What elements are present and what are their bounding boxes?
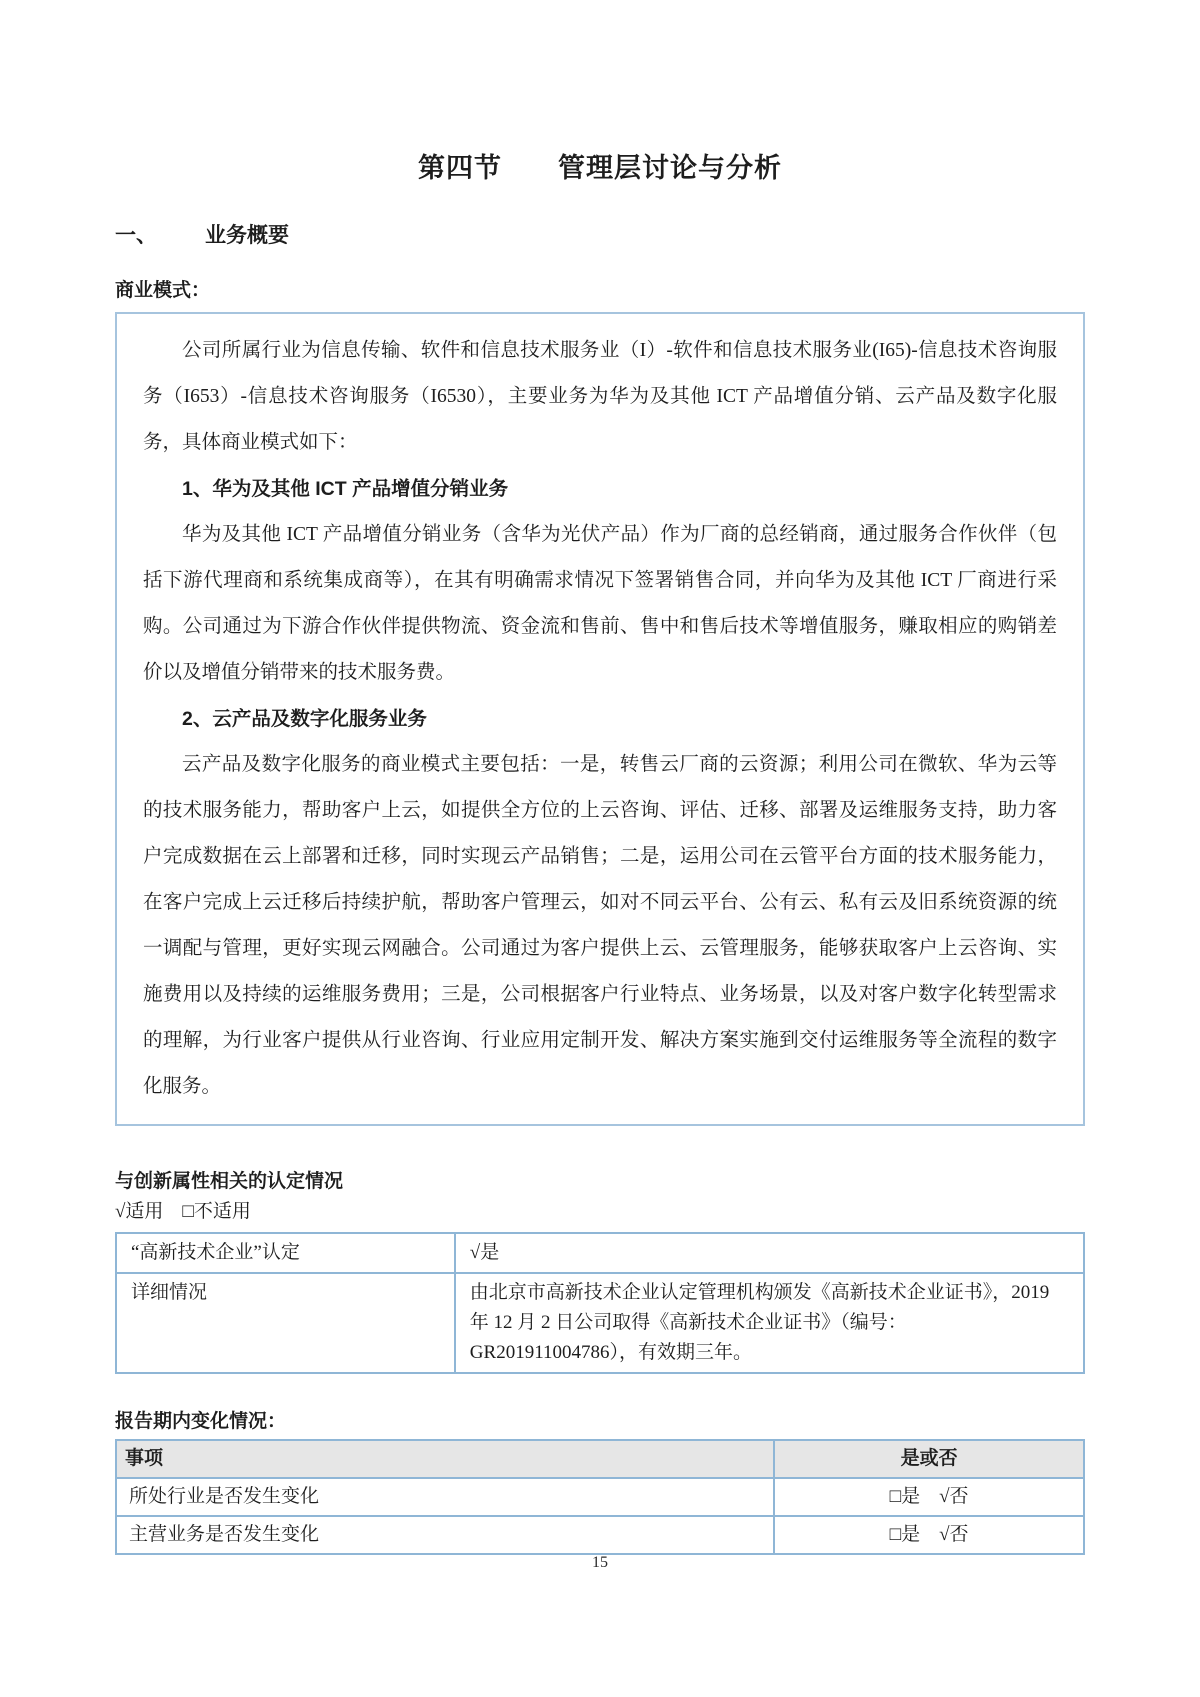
- page-number: 15: [592, 1554, 608, 1571]
- innovation-row-label: “高新技术企业”认定: [116, 1233, 455, 1273]
- innovation-heading: 与创新属性相关的认定情况: [115, 1171, 344, 1192]
- innovation-row-label: 详细情况: [116, 1273, 455, 1373]
- business-model-label: 商业模式：: [115, 280, 211, 301]
- section-number: 一、: [115, 224, 157, 247]
- column-header-item: 事项: [116, 1440, 774, 1478]
- applicability-line: √适用 □不适用: [115, 1201, 251, 1222]
- changes-heading: 报告期内变化情况：: [115, 1411, 287, 1432]
- table-row: [116, 1273, 1084, 1373]
- page-title: 第四节 管理层讨论与分析: [418, 153, 782, 183]
- business-model-paragraph: 华为及其他 ICT 产品增值分销业务（含华为光伏产品）作为厂商的总经销商，通过服务合作伙伴（包括下游代理商和系统集成商等），在其有明确需求情况下签署销售合同，并向华为及其他 ICT 厂商进行采购。公司通过为下游合作伙伴提供物流、资金流和售前、售中和售后技术等增值服务，赚取相应的购销差价以及增值分销带来的技术服务费。: [143, 524, 1057, 683]
- section-heading: [115, 219, 1085, 249]
- section-title: 业务概要: [205, 224, 289, 247]
- business-model-subheading: 1、华为及其他 ICT 产品增值分销业务: [182, 478, 509, 500]
- business-model-paragraph: 云产品及数字化服务的商业模式主要包括：一是，转售云厂商的云资源；利用公司在微软、华为云等的技术服务能力，帮助客户上云，如提供全方位的上云咨询、评估、迁移、部署及运维服务支持，助力客户完成数据在云上部署和迁移，同时实现云产品销售；二是，运用公司在云管平台方面的技术服务能力，在客户完成上云迁移后持续护航，帮助客户管理云，如对不同云平台、公有云、私有云及旧系统资源的统一调配与管理，更好实现云网融合。公司通过为客户提供上云、云管理服务，能够获取客户上云咨询、实施费用以及持续的运维服务费用；三是，公司根据客户行业特点、业务场景，以及对客户数字化转型需求的理解，为行业客户提供从行业咨询、行业应用定制开发、解决方案实施到交付运维服务等全流程的数字化服务。: [143, 754, 1057, 1097]
- changes-table: [115, 1439, 1085, 1555]
- table-row: [116, 1478, 1084, 1516]
- innovation-table: [115, 1232, 1085, 1374]
- column-header-yesno: 是或否: [774, 1440, 1084, 1478]
- changes-row-answer: □是 √否: [774, 1516, 1084, 1554]
- table-row: [116, 1516, 1084, 1554]
- changes-row-answer: □是 √否: [774, 1478, 1084, 1516]
- business-model-subheading: 2、云产品及数字化服务业务: [182, 708, 427, 730]
- table-row: [116, 1233, 1084, 1273]
- business-model-paragraph: 公司所属行业为信息传输、软件和信息技术服务业（I）-软件和信息技术服务业(I65)-信息技术咨询服务（I653）-信息技术咨询服务（I6530），主要业务为华为及其他 ICT 产品增值分销、云产品及数字化服务，具体商业模式如下：: [143, 340, 1057, 453]
- innovation-row-value: 由北京市高新技术企业认定管理机构颁发《高新技术企业证书》，2019 年 12 月 2 日公司取得《高新技术企业证书》（编号：GR201911004786），有效期三年。: [455, 1273, 1084, 1373]
- page-content: [115, 219, 1085, 1555]
- changes-row-item: 所处行业是否发生变化: [116, 1478, 774, 1516]
- changes-row-item: 主营业务是否发生变化: [116, 1516, 774, 1554]
- innovation-row-value: √是: [455, 1233, 1084, 1273]
- table-header-row: [116, 1440, 1084, 1478]
- business-model-box: [115, 312, 1085, 1126]
